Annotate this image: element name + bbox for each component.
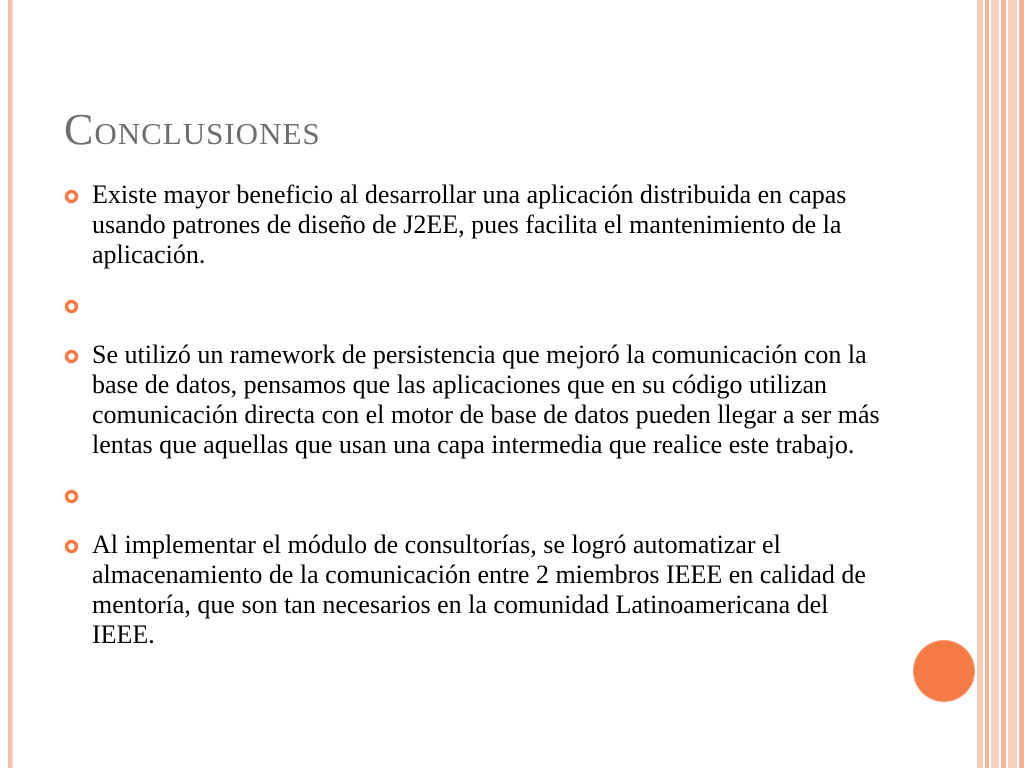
decorative-circle: [913, 640, 975, 702]
ring-bullet-icon: [64, 539, 79, 554]
right-stripe: [977, 0, 983, 768]
bullet-list: [64, 180, 884, 670]
bullet-item: [64, 290, 884, 320]
ring-bullet-icon: [64, 299, 79, 314]
bullet-text: Existe mayor beneficio al desarrollar una aplicación distribuida en capas usando patrones de diseño de J2EE, pues facilita el mantenimiento de la aplicación.: [92, 180, 847, 269]
right-stripe: [991, 0, 999, 768]
bullet-text: Al implementar el módulo de consultorías, se logró automatizar el almacenamiento de la comunicación entre 2 miembros IEEE en calidad de mentoría, que son tan necesarios en la comunidad Latinoamericana del IEEE.: [92, 530, 866, 649]
slide-title: Conclusiones: [64, 105, 321, 154]
bullet-text: Se utilizó un ramework de persistencia que mejoró la comunicación con la base de datos, pensamos que las aplicaciones que en su código utilizan comunicación directa con el motor de base de datos pueden llegar a ser más lentas que aquellas que usan una capa intermedia que realice este trabajo.: [92, 340, 880, 459]
left-border-line: [12, 0, 13, 768]
bullet-item: [64, 480, 884, 510]
bullet-item: [64, 530, 884, 650]
ring-bullet-icon: [64, 349, 79, 364]
bullet-item: [64, 340, 884, 460]
right-stripe: [1008, 0, 1017, 768]
right-stripe: [985, 0, 989, 768]
bullet-item: [64, 180, 884, 270]
ring-bullet-icon: [64, 489, 79, 504]
right-stripe: [1001, 0, 1006, 768]
ring-bullet-icon: [64, 189, 79, 204]
right-stripe: [1019, 0, 1024, 768]
